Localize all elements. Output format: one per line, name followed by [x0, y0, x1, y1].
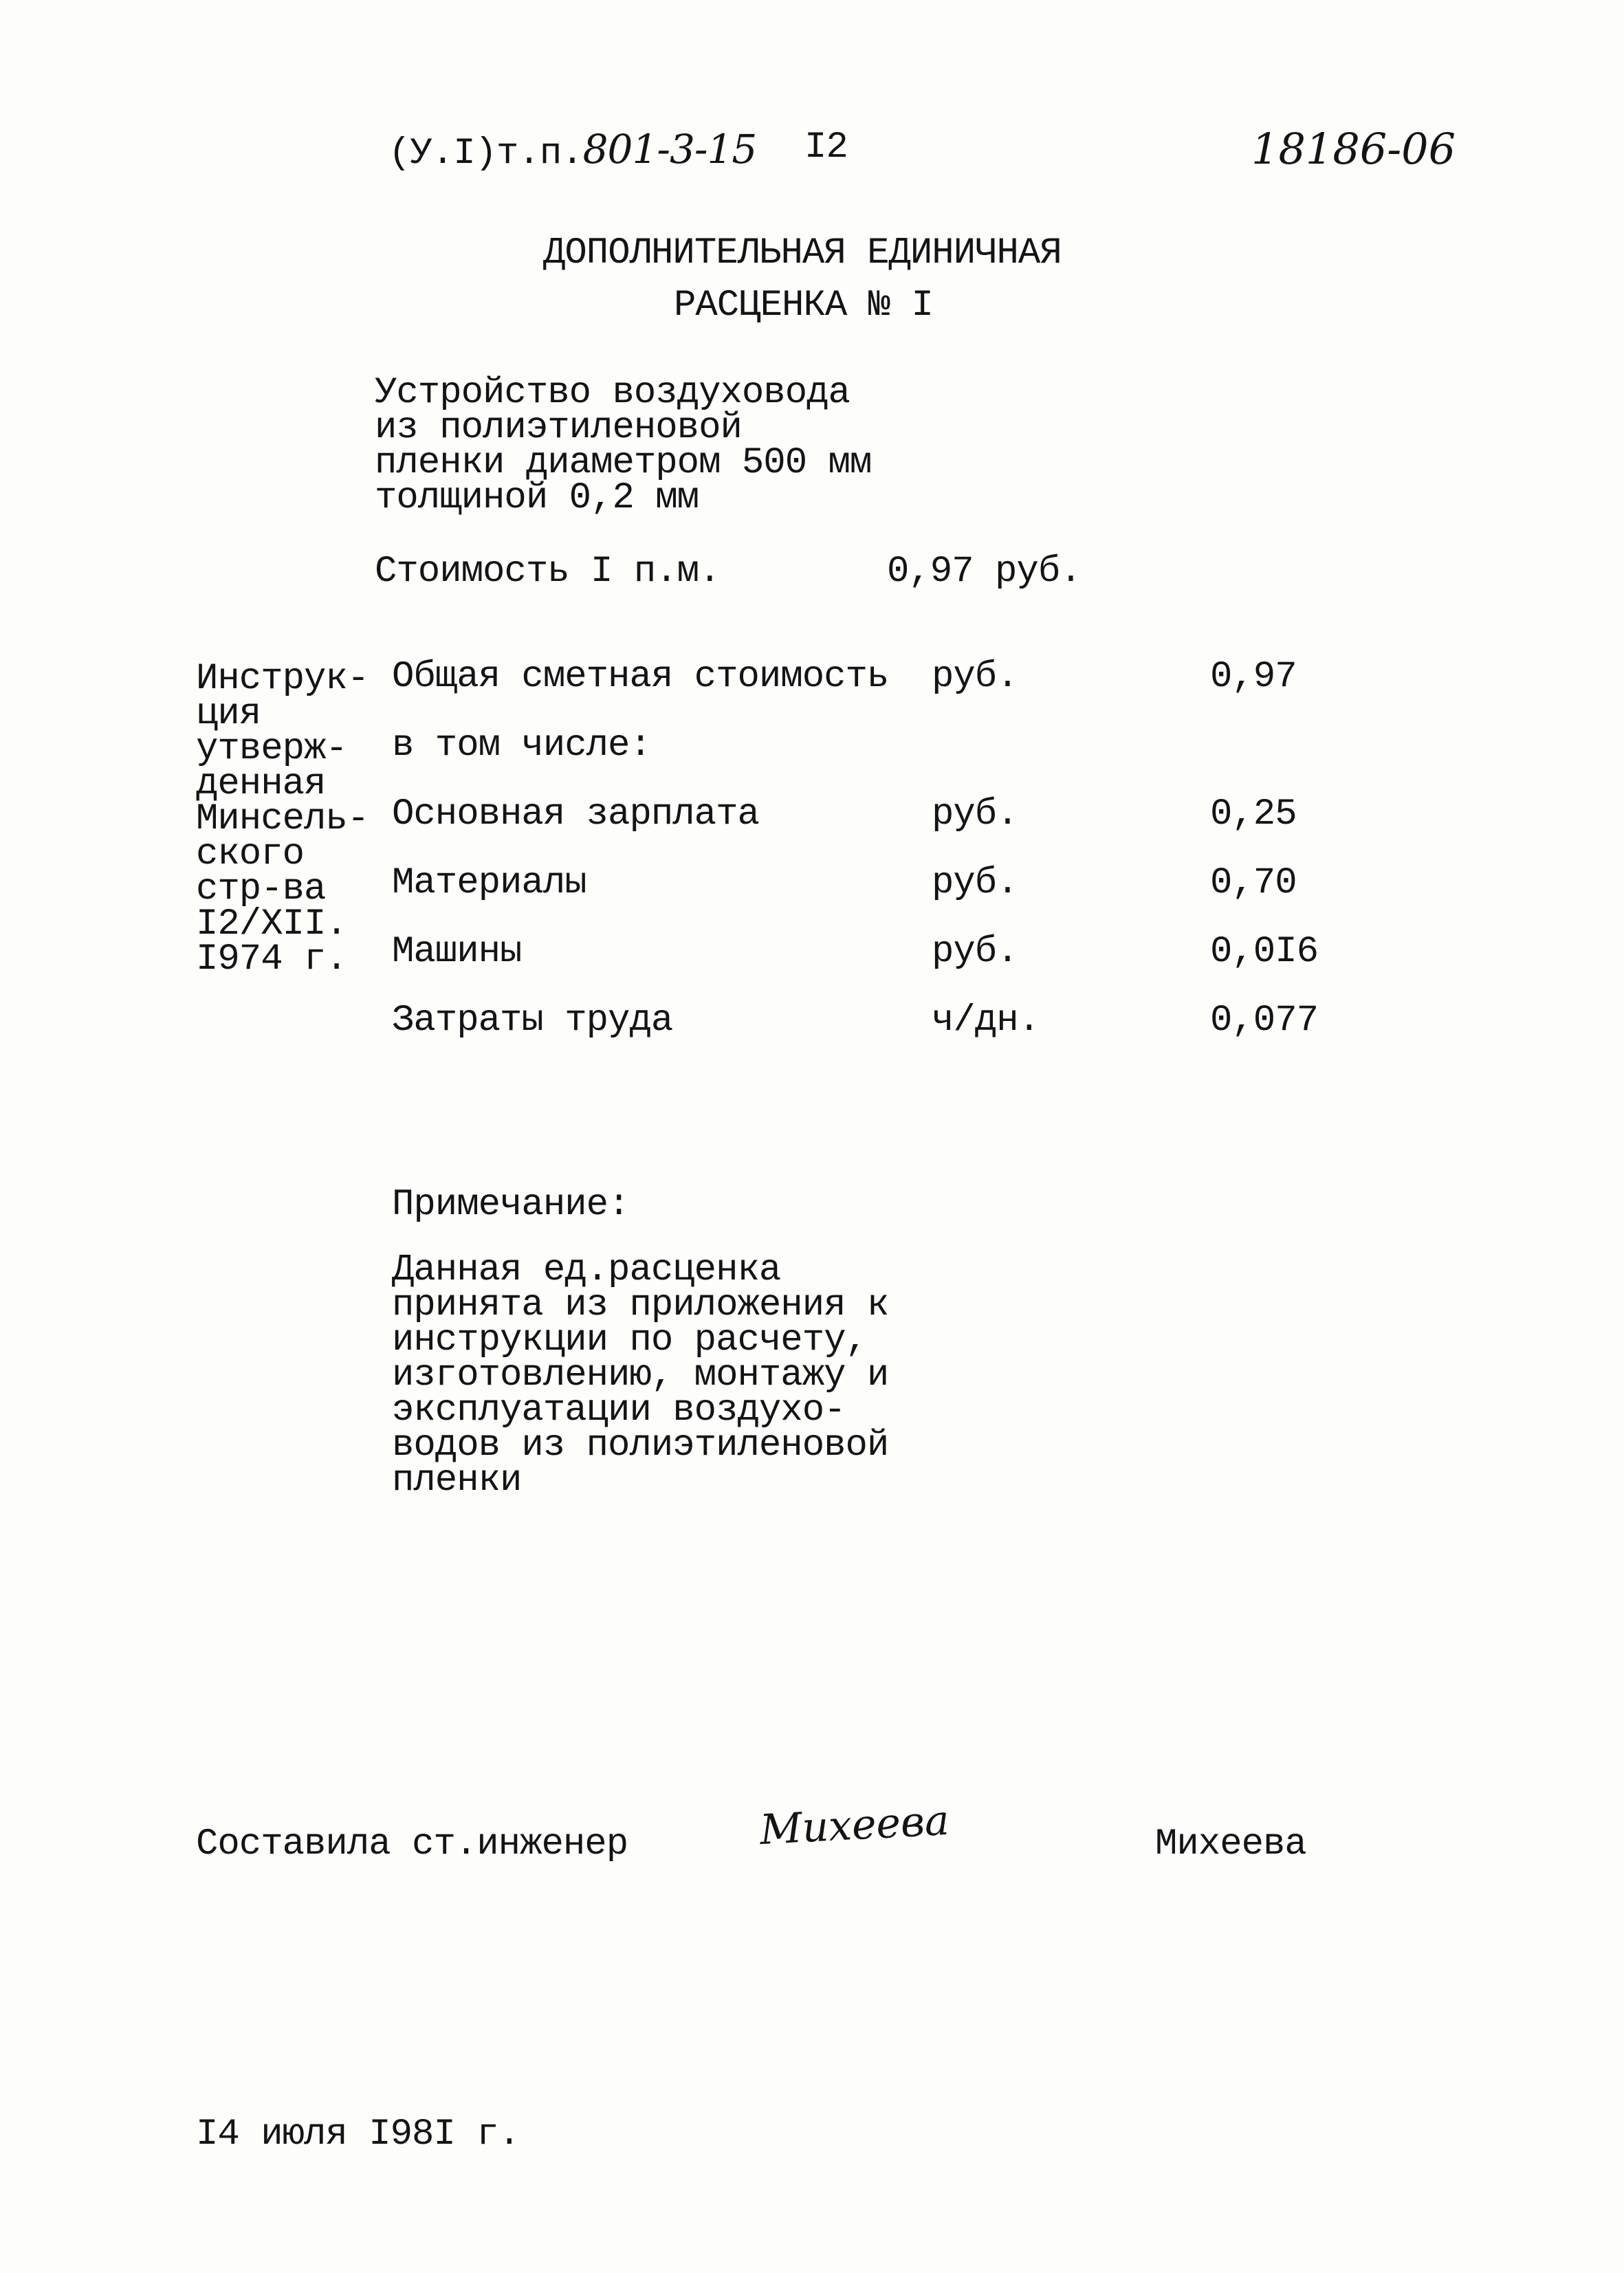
- note-line: инструкции по расчету,: [392, 1319, 867, 1361]
- note-body: [392, 1249, 889, 1502]
- cost-label: Основная зарплата: [392, 793, 759, 835]
- inventory-number: 18186-06: [1251, 124, 1456, 174]
- cost-label: Общая сметная стоимость: [392, 656, 889, 698]
- unit-cost-value: 0,97 руб.: [887, 551, 1082, 593]
- document-code: [388, 126, 757, 175]
- note-line: водов из полиэтиленовой: [392, 1425, 889, 1467]
- cost-label: Машины: [392, 931, 522, 973]
- cost-unit: ч/дн.: [932, 1000, 1040, 1042]
- cost-row-labor: [392, 1002, 1354, 1044]
- cost-row-including: [392, 727, 1354, 769]
- note-line: пленки: [392, 1460, 522, 1502]
- cost-row-wages: [392, 793, 1354, 837]
- unit-cost-label: Стоимость I п.м.: [375, 551, 721, 593]
- cost-row-machines: [392, 931, 1354, 975]
- description-line: Устройство воздуховода: [375, 372, 850, 414]
- side-note-line: ского: [196, 833, 305, 875]
- signature-label: Составила ст.инженер: [196, 1823, 628, 1865]
- description-line: толщиной 0,2 мм: [375, 477, 699, 519]
- side-note-line: I2/XII.: [196, 903, 347, 945]
- description-line: пленки диаметром 500 мм: [375, 442, 872, 484]
- side-note-line: Инструк-: [196, 658, 369, 700]
- page-number: I2: [804, 127, 848, 168]
- note-line: Данная ед.расценка: [392, 1249, 781, 1291]
- cost-unit: руб.: [932, 862, 1018, 904]
- side-note-line: Минсель-: [196, 798, 369, 840]
- cost-value: 0,077: [1210, 1000, 1319, 1042]
- cost-label: в том числе:: [392, 725, 651, 767]
- note-line: эксплуатации воздухо-: [392, 1390, 846, 1431]
- side-note-line: стр-ва: [196, 868, 326, 910]
- cost-unit: руб.: [932, 656, 1018, 698]
- approval-side-note: [196, 658, 369, 980]
- note-line: принята из приложения к: [392, 1284, 889, 1326]
- side-note-line: денная: [196, 763, 326, 805]
- handwritten-signature: Михеева: [758, 1796, 951, 1855]
- work-description: [375, 372, 872, 519]
- note-line: изготовлению, монтажу и: [392, 1354, 889, 1396]
- document-code-typed: (У.I)т.п.: [388, 133, 583, 175]
- title-line-2: РАСЦЕНКА № I: [674, 285, 933, 327]
- side-note-line: ция: [196, 693, 261, 735]
- cost-label: Материалы: [392, 862, 586, 904]
- title-line-1: ДОПОЛНИТЕЛЬНАЯ ЕДИНИЧНАЯ: [543, 232, 1062, 274]
- note-heading: Примечание:: [392, 1184, 630, 1226]
- cost-unit: руб.: [932, 793, 1018, 835]
- document-code-handwritten: 801-3-15: [582, 126, 757, 173]
- cost-value: 0,0I6: [1210, 931, 1319, 973]
- cost-row-materials: [392, 862, 1354, 906]
- document-date: I4 июля I98I г.: [196, 2113, 520, 2155]
- cost-value: 0,70: [1210, 862, 1297, 904]
- side-note-line: I974 г.: [196, 938, 347, 980]
- cost-value: 0,25: [1210, 793, 1297, 835]
- description-line: из полиэтиленовой: [375, 407, 742, 449]
- cost-unit: руб.: [932, 931, 1018, 973]
- cost-label: Затраты труда: [392, 1000, 673, 1042]
- signer-name: Михеева: [1155, 1823, 1306, 1865]
- side-note-line: утверж-: [196, 728, 347, 770]
- cost-value: 0,97: [1210, 656, 1297, 698]
- cost-row-total: [392, 656, 1354, 700]
